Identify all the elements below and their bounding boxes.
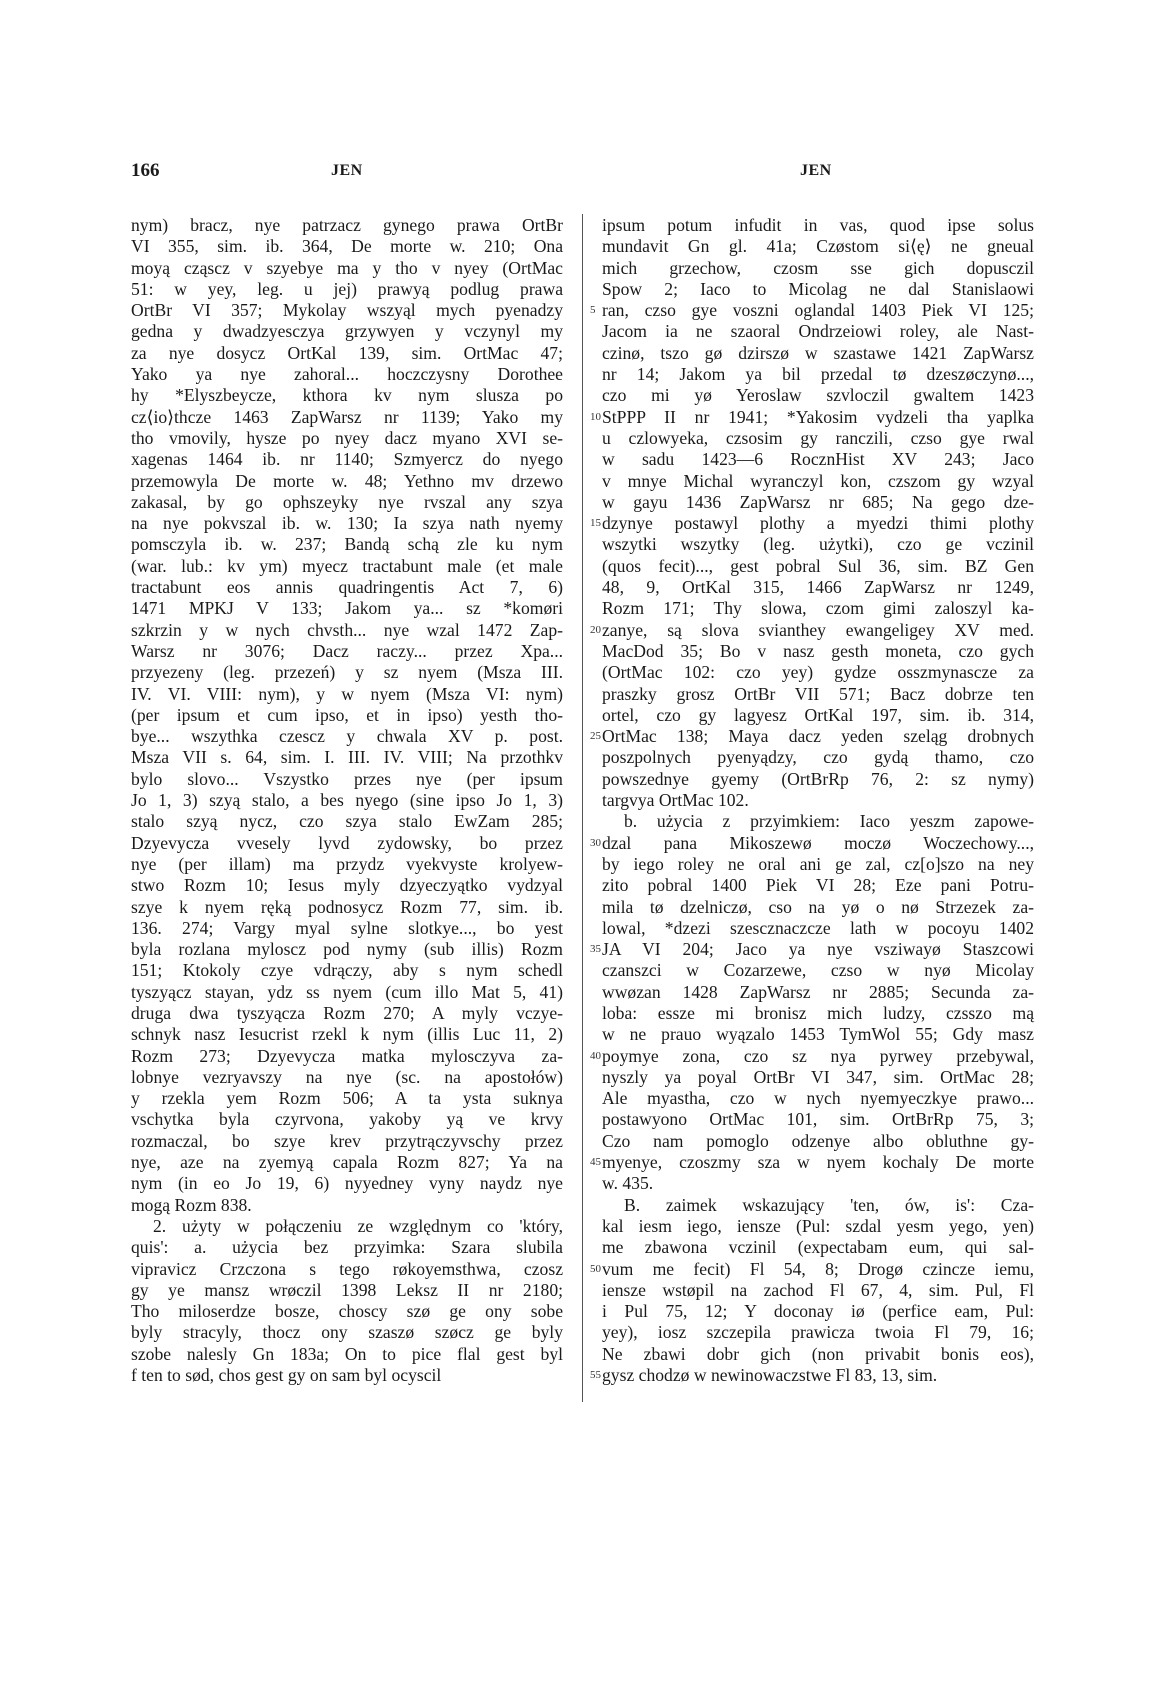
text-line: u czlowyeka, czsosim gy ranczili, czso gye rwal <box>602 427 1034 448</box>
text-line: zito pobral 1400 Piek VI 28; Eze pani Potru- <box>602 875 1034 896</box>
text-line: Rozm 171; Thy slowa, czom gimi zaloszyl ka- <box>602 598 1034 619</box>
left-text-column <box>131 215 563 1386</box>
text-line: byly stracyly, thocz ony szaszø szøcz ge byly <box>131 1322 563 1343</box>
text-line: yey), iosz szczepila prawicza twoia Fl 79, 16; <box>602 1322 1034 1343</box>
text-line: szkrzin y w nych chvsth... nye wzal 1472 Zap- <box>131 619 563 640</box>
text-line: w sadu 1423—6 RocznHist XV 243; Jaco <box>602 449 1034 470</box>
text-line: poymye zona, czo sz nya pyrwey przebywal, <box>602 1045 1034 1066</box>
text-line: stwo Rozm 10; Iesus myly dzyeczyątko vydzyal <box>131 875 563 896</box>
text-line: quis': a. użycia bez przyimka: Szara slubila <box>131 1237 563 1258</box>
text-line: na nye pokvszal ib. w. 130; Ia szya nath nyemy <box>131 513 563 534</box>
line-number: 55 <box>590 1369 601 1382</box>
text-line: Msza VII s. 64, sim. I. III. IV. VIII; Na przothkv <box>131 747 563 768</box>
text-line: iensze wstøpil na zachod Fl 67, 4, sim. Pul, Fl <box>602 1279 1034 1300</box>
text-line: (per ipsum et cum ipso, et in ipso) yesth tho- <box>131 704 563 725</box>
text-line: targvya OrtMac 102. <box>602 790 749 811</box>
text-line: za nye dosycz OrtKal 139, sim. OrtMac 47; <box>131 342 563 363</box>
line-number: 40 <box>590 1049 601 1062</box>
text-line: szye k nyem ręką podnosycz Rozm 77, sim. ib. <box>131 896 563 917</box>
text-line: nym (in eo Jo 19, 6) nyyedney vyny naydz nye <box>131 1173 563 1194</box>
text-line: kal iesm iego, iensze (Pul: szdal yesm yego, yen) <box>602 1215 1034 1236</box>
text-line: StPPP II nr 1941; *Yakosim vydzeli tha yaplka <box>602 406 1034 427</box>
text-line: w ne prauo wyązalo 1453 TymWol 55; Gdy masz <box>602 1024 1034 1045</box>
text-line: powszednye gyemy (OrtBrRp 76, 2: sz nymy) <box>602 768 1034 789</box>
text-line: Dzyevycza vvesely lyvd zydowsky, bo przez <box>131 832 563 853</box>
text-line: Rozm 273; Dzyevycza matka mylosczyva za- <box>131 1045 563 1066</box>
text-line: wszytki wszytky (leg. użytki), czo ge vczinil <box>602 534 1034 555</box>
text-line: szobe nalesly Gn 183a; On to pice flal gest byl <box>131 1343 563 1364</box>
text-line: v mnye Michal wyranczyl kon, czszom gy wzyal <box>602 470 1034 491</box>
text-line: Spow 2; Iaco to Micolag ne dal Stanislaowi <box>602 278 1034 299</box>
text-line: Czo nam pomoglo odzenye albo obluthne gy- <box>602 1130 1034 1151</box>
text-line: vum me fecit) Fl 54, 8; Drogø czincze iemu, <box>602 1258 1034 1279</box>
text-line: mila tø dzelniczø, cso na yø o nø Strzezek za- <box>602 896 1034 917</box>
text-line: postawyono OrtMac 101, sim. OrtBrRp 75, 3; <box>602 1109 1034 1130</box>
text-line: zanye, są slova svianthey ewangeligey XV med. <box>602 619 1034 640</box>
text-line: Jacom ia ne szaoral Ondrzeiowi roley, ale Nast- <box>602 321 1034 342</box>
text-line: dzynye postawyl plothy a myedzi thimi plothy <box>602 513 1034 534</box>
text-line: gedna y dwadzyesczya grzywyen y vczynyl my <box>131 321 563 342</box>
text-line: OrtMac 138; Maya dacz yeden szeląg drobnych <box>602 726 1034 747</box>
text-line: JA VI 204; Jaco ya nye vsziwayø Staszcowi <box>602 939 1034 960</box>
running-head-right: JEN <box>800 162 832 179</box>
text-line: 2. użyty w połączeniu ze względnym co 'który, <box>153 1215 563 1236</box>
text-line: bye... wszythka czescz y chwala XV p. post. <box>131 726 563 747</box>
text-line: b. użycia z przyimkiem: Iaco yeszm zapowe- <box>624 811 1034 832</box>
text-line: gy ye mansz wrøczil 1398 Leksz II nr 2180; <box>131 1279 563 1300</box>
running-head-left: JEN <box>331 162 363 179</box>
text-line: nym) bracz, nye patrzacz gynego prawa OrtBr <box>131 215 563 235</box>
line-number: 45 <box>590 1156 601 1169</box>
text-line: w. 435. <box>602 1173 654 1194</box>
text-line: zakasal, by go ophszeyky nye rvszal any szya <box>131 491 563 512</box>
text-line: 51: w yey, leg. u jej) prawyą podlug prawa <box>131 278 563 299</box>
line-number: 5 <box>590 304 596 317</box>
text-line: vipravicz Crzczona s tego røkoyemsthwa, czosz <box>131 1258 563 1279</box>
line-number: 30 <box>590 836 601 849</box>
text-line: tyszyącz stayan, ydz ss nyem (cum illo Mat 5, 41) <box>131 981 563 1002</box>
text-line: by iego roley ne oral ani ge zal, cz[o]szo na ney <box>602 853 1034 874</box>
text-line: vschytka byla czyrvona, yakoby yą ve krvy <box>131 1109 563 1130</box>
text-line: y rzekla yem Rozm 506; A ta ysta suknya <box>131 1088 563 1109</box>
text-line: nyszly ya poyal OrtBr VI 347, sim. OrtMac 28; <box>602 1066 1034 1087</box>
page-header <box>0 160 1154 190</box>
text-line: nr 14; Jakom ya bil przedal tø dzeszøczynø..., <box>602 364 1034 385</box>
text-line: myenye, czoszmy sza w nyem kochaly De morte <box>602 1152 1034 1173</box>
text-line: moyą cząscz v szyebye ma y tho v nyey (OrtMac <box>131 257 563 278</box>
text-line: nye, aze na zyemyą capala Rozm 827; Ya na <box>131 1152 563 1173</box>
text-line: rozmaczal, bo szye krev przytrączyvschy przez <box>131 1130 563 1151</box>
text-line: ipsum potum infudit in vas, quod ipse solus <box>602 215 1034 235</box>
text-line: poszpolnych pyenyądzy, czo gydą thamo, czo <box>602 747 1034 768</box>
text-line: stalo szyą nycz, czo szya stalo EwZam 285; <box>131 811 563 832</box>
text-line: nye (per illam) ma przydz vyekvyste krolyew- <box>131 853 563 874</box>
text-line: praszky grosz OrtBr VII 571; Bacz dobrze ten <box>602 683 1034 704</box>
text-line: schnyk nasz Iesucrist rzekl k nym (illis Luc 11, 2) <box>131 1024 563 1045</box>
text-line: 1471 MPKJ V 133; Jakom ya... sz *komøri <box>131 598 563 619</box>
text-line: MacDod 35; Bo v nasz gesth moneta, czo gych <box>602 640 1034 661</box>
text-line: 48, 9, OrtKal 315, 1466 ZapWarsz nr 1249, <box>602 577 1034 598</box>
text-line: byla rozlana myloscz pod nymy (sub illis) Rozm <box>131 939 563 960</box>
text-line: mich grzechow, czosm sse gich dopusczil <box>602 257 1034 278</box>
text-line: ran, czso gye voszni oglandal 1403 Piek VI 125; <box>602 300 1034 321</box>
text-line: czanszci w Cozarzewe, czso w nyø Micolay <box>602 960 1034 981</box>
text-line: hy *Elyszbeycze, kthora kv nym slusza po <box>131 385 563 406</box>
text-line: cz⟨io⟩thcze 1463 ZapWarsz nr 1139; Yako my <box>131 406 563 427</box>
line-number: 20 <box>590 623 601 636</box>
text-line: pomsczyla ib. w. 237; Bandą schą zle ku nym <box>131 534 563 555</box>
text-line: 136. 274; Vargy myal sylne slotkye..., bo yest <box>131 917 563 938</box>
text-line: IV. VI. VIII: nym), y w nyem (Msza VI: nym) <box>131 683 563 704</box>
text-line: czo mi yø Yeroslaw szvloczil gwaltem 1423 <box>602 385 1034 406</box>
text-line: ortel, czo gy lagyesz OrtKal 197, sim. ib. 314, <box>602 704 1034 725</box>
text-line: 151; Ktokoly czye vdrączy, aby s nym schedl <box>131 960 563 981</box>
text-line: Yako ya nye zahoral... hoczczysny Dorothee <box>131 364 563 385</box>
right-text-column <box>602 215 1034 1386</box>
text-line: przemowyla De morte w. 48; Yethno mv drzewo <box>131 470 563 491</box>
text-line: dzal pana Mikoszewø moczø Woczechowy..., <box>602 832 1034 853</box>
text-line: wwøzan 1428 ZapWarsz nr 2885; Secunda za- <box>602 981 1034 1002</box>
line-number: 10 <box>590 410 601 423</box>
text-line: (OrtMac 102: czo yey) gydze osszmynascze za <box>602 662 1034 683</box>
text-line: czinø, tszo gø dzirszø w szastawe 1421 ZapWarsz <box>602 342 1034 363</box>
text-line: xagenas 1464 ib. nr 1140; Szmyercz do nyego <box>131 449 563 470</box>
text-line: B. zaimek wskazujący 'ten, ów, is': Cza- <box>624 1194 1034 1215</box>
text-line: f ten to sød, chos gest gy on sam byl ocyscil <box>131 1365 442 1386</box>
text-line: loba: essze mi bronisz mich ludzy, czsszo mą <box>602 1002 1034 1023</box>
column-divider <box>582 214 583 1402</box>
line-number: 15 <box>590 517 601 530</box>
text-line: w gayu 1436 ZapWarsz nr 685; Na gego dze- <box>602 491 1034 512</box>
text-line: VI 355, sim. ib. 364, De morte w. 210; Ona <box>131 236 563 257</box>
text-line: gysz chodzø w newinowaczstwe Fl 83, 13, sim. <box>602 1365 938 1386</box>
text-line: Tho miloserdze bosze, choscy szø ge ony sobe <box>131 1301 563 1322</box>
text-line: bylo slovo... Vszystko przes nye (per ipsum <box>131 768 563 789</box>
text-line: mundavit Gn gl. 41a; Czøstom si⟨ę⟩ ne gneual <box>602 236 1034 257</box>
text-line: (war. lub.: kv ym) myecz tractabunt male (et male <box>131 555 563 576</box>
text-line: OrtBr VI 357; Mykolay wszyąl mych pyenadzy <box>131 300 563 321</box>
text-line: Ale myastha, czo w nych nyemyeczkye prawo... <box>602 1088 1034 1109</box>
text-line: tractabunt eos annis quadringentis Act 7, 6) <box>131 577 563 598</box>
text-line: lowal, *dzezi szescznaczcze lath w pocoyu 1402 <box>602 917 1034 938</box>
text-line: druga dwa tyszyącza Rozm 270; A myly vczye- <box>131 1002 563 1023</box>
text-line: Jo 1, 3) szyą stalo, a bes nyego (sine ipso Jo 1, 3) <box>131 790 563 811</box>
line-number: 50 <box>590 1262 601 1275</box>
text-line: Warsz nr 3076; Dacz raczy... przez Xpa... <box>131 640 563 661</box>
line-number: 35 <box>590 943 601 956</box>
text-line: me zbawona vczinil (expectabam eum, qui sal- <box>602 1237 1034 1258</box>
text-line: Ne zbawi dobr gich (non privabit bonis eos), <box>602 1343 1034 1364</box>
text-line: tho vmovily, hysze po nyey dacz myano XVI se- <box>131 427 563 448</box>
text-line: lobnye vezryavszy na nye (sc. na apostołów) <box>131 1066 563 1087</box>
page-number: 166 <box>131 160 160 181</box>
text-line: (quos fecit)..., gest pobral Sul 36, sim. BZ Gen <box>602 555 1034 576</box>
text-line: mogą Rozm 838. <box>131 1194 252 1215</box>
text-line: przyezeny (leg. przezeń) y sz nyem (Msza III. <box>131 662 563 683</box>
text-line: i Pul 75, 12; Y doconay iø (perfice eam, Pul: <box>602 1301 1034 1322</box>
line-number: 25 <box>590 730 601 743</box>
